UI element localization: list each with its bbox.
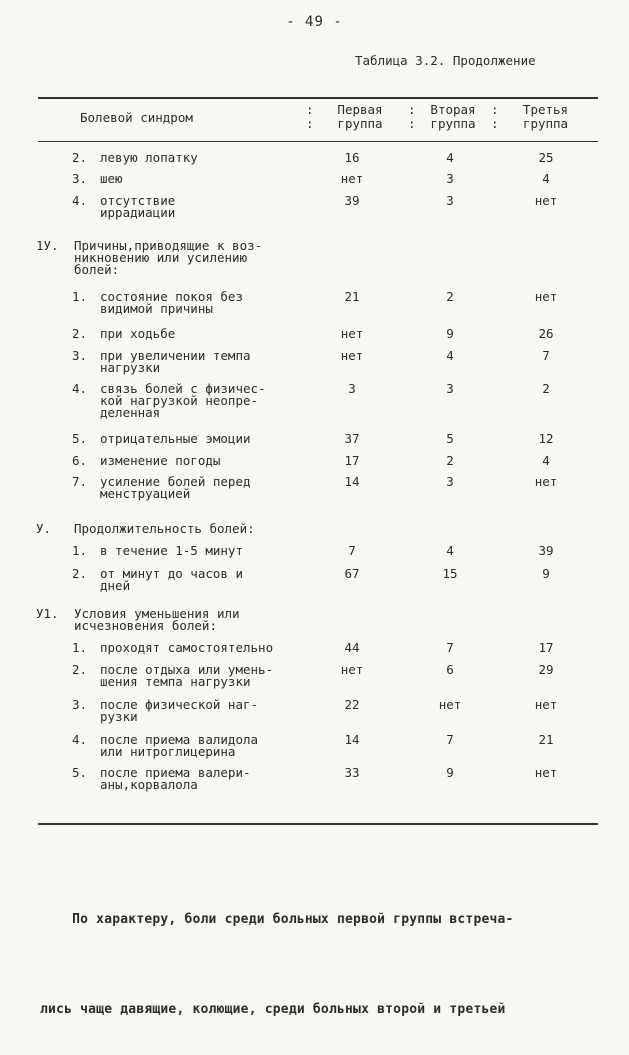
value-group-1: нет xyxy=(340,662,364,677)
value-group-2: 6 xyxy=(446,662,454,677)
item-label: изменение погоды xyxy=(100,453,221,468)
table-bottom-rule xyxy=(38,823,598,825)
value-group-2: нет xyxy=(438,697,462,712)
value-group-2: 3 xyxy=(446,193,454,208)
value-group-3: 21 xyxy=(538,732,554,747)
value-group-3: нет xyxy=(534,697,558,712)
value-group-3: 4 xyxy=(542,453,550,468)
item-number: 4. xyxy=(72,732,88,747)
item-label: в течение 1-5 минут xyxy=(100,543,243,558)
paragraph-line-1: По характеру, боли среди больных первой группы встреча- xyxy=(40,912,514,927)
value-group-3: 7 xyxy=(542,348,550,363)
col-header-group-1-line2: группа xyxy=(337,116,383,131)
item-number: 2. xyxy=(72,662,88,677)
item-label: после отдыха или умень- шения темпа нагрузки xyxy=(100,662,274,689)
value-group-1: 44 xyxy=(344,640,360,655)
item-label: после приема валидола или нитроглицерина xyxy=(100,732,259,759)
section-label: Продолжительность болей: xyxy=(74,521,255,536)
section-label: Условия уменьшения или исчезновения болей: xyxy=(74,606,240,633)
value-group-1: 17 xyxy=(344,453,360,468)
col-separator: : : xyxy=(408,102,416,131)
item-number: 1. xyxy=(72,543,88,558)
value-group-3: 39 xyxy=(538,543,554,558)
section-number: 1У. xyxy=(36,238,59,253)
value-group-2: 3 xyxy=(446,171,454,186)
item-number: 5. xyxy=(72,431,88,446)
value-group-3: 17 xyxy=(538,640,554,655)
item-label: от минут до часов и дней xyxy=(100,566,243,593)
col-header-group-1-line1: Первая xyxy=(337,102,383,117)
item-number: 1. xyxy=(72,640,88,655)
table-caption: Таблица 3.2. Продолжение xyxy=(355,53,536,68)
col-header-group-3-line2: группа xyxy=(522,116,569,131)
value-group-1: нет xyxy=(340,171,364,186)
value-group-1: 16 xyxy=(344,150,360,165)
col-header-group-3-line1: Третья xyxy=(522,102,569,117)
item-number: 2. xyxy=(72,566,88,581)
item-label: проходят самостоятельно xyxy=(100,640,274,655)
item-number: 4. xyxy=(72,193,88,208)
col-separator: : : xyxy=(491,102,499,131)
value-group-3: нет xyxy=(534,193,558,208)
value-group-1: нет xyxy=(340,326,364,341)
value-group-1: 14 xyxy=(344,732,360,747)
paragraph-line-2: лись чаще давящие, колющие, среди больных второй и третьей xyxy=(40,1002,506,1017)
item-label: при увеличении темпа нагрузки xyxy=(100,348,251,375)
value-group-1: 67 xyxy=(344,566,360,581)
value-group-2: 3 xyxy=(446,474,454,489)
item-label: при ходьбе xyxy=(100,326,176,341)
item-number: 1. xyxy=(72,289,88,304)
item-label: левую лопатку xyxy=(100,150,198,165)
value-group-2: 4 xyxy=(446,543,454,558)
value-group-1: 3 xyxy=(348,381,356,396)
item-label: после приема валери- аны,корвалола xyxy=(100,765,251,792)
value-group-3: 9 xyxy=(542,566,550,581)
value-group-2: 5 xyxy=(446,431,454,446)
body-paragraph xyxy=(40,845,600,1055)
col-header-group-3 xyxy=(508,103,583,131)
value-group-1: 14 xyxy=(344,474,360,489)
table-header-rule xyxy=(38,141,598,142)
value-group-1: 39 xyxy=(344,193,360,208)
item-number: 7. xyxy=(72,474,88,489)
col-header-group-1 xyxy=(325,103,395,131)
value-group-2: 9 xyxy=(446,326,454,341)
item-number: 3. xyxy=(72,348,88,363)
value-group-3: 26 xyxy=(538,326,554,341)
value-group-2: 2 xyxy=(446,453,454,468)
value-group-3: нет xyxy=(534,289,558,304)
col-header-syndrome: Болевой синдром xyxy=(80,110,193,125)
col-header-group-2 xyxy=(418,103,488,131)
item-label: отрицательные эмоции xyxy=(100,431,251,446)
value-group-1: 33 xyxy=(344,765,360,780)
col-header-group-2-line1: Вторая xyxy=(430,102,476,117)
value-group-2: 9 xyxy=(446,765,454,780)
item-label: связь болей с физичес- кой нагрузкой неопре- деленная xyxy=(100,381,266,420)
value-group-2: 7 xyxy=(446,732,454,747)
page-number: - 49 - xyxy=(286,14,343,30)
col-separator: : : xyxy=(306,102,314,131)
value-group-2: 4 xyxy=(446,150,454,165)
value-group-1: 37 xyxy=(344,431,360,446)
item-number: 2. xyxy=(72,326,88,341)
item-number: 3. xyxy=(72,697,88,712)
value-group-3: 25 xyxy=(538,150,554,165)
value-group-3: нет xyxy=(534,474,558,489)
value-group-2: 3 xyxy=(446,381,454,396)
item-label: после физической наг- рузки xyxy=(100,697,259,724)
value-group-3: 12 xyxy=(538,431,554,446)
item-number: 4. xyxy=(72,381,88,396)
section-number: У1. xyxy=(36,606,59,621)
value-group-2: 7 xyxy=(446,640,454,655)
item-label: шею xyxy=(100,171,123,186)
item-number: 2. xyxy=(72,150,88,165)
item-label: отсутствие иррадиации xyxy=(100,193,176,220)
table-top-rule xyxy=(38,97,598,99)
item-number: 6. xyxy=(72,453,88,468)
value-group-2: 2 xyxy=(446,289,454,304)
value-group-3: нет xyxy=(534,765,558,780)
col-header-group-2-line2: группа xyxy=(430,116,476,131)
value-group-3: 2 xyxy=(542,381,550,396)
value-group-1: 22 xyxy=(344,697,360,712)
value-group-2: 4 xyxy=(446,348,454,363)
section-number: У. xyxy=(36,521,52,536)
item-label: состояние покоя без видимой причины xyxy=(100,289,243,316)
item-number: 3. xyxy=(72,171,88,186)
section-label: Причины,приводящие к воз- никновению или усилению болей: xyxy=(74,238,263,277)
value-group-1: нет xyxy=(340,348,364,363)
value-group-1: 21 xyxy=(344,289,360,304)
value-group-3: 29 xyxy=(538,662,554,677)
value-group-3: 4 xyxy=(542,171,550,186)
value-group-1: 7 xyxy=(348,543,356,558)
item-number: 5. xyxy=(72,765,88,780)
item-label: усиление болей перед менструацией xyxy=(100,474,251,501)
value-group-2: 15 xyxy=(442,566,458,581)
